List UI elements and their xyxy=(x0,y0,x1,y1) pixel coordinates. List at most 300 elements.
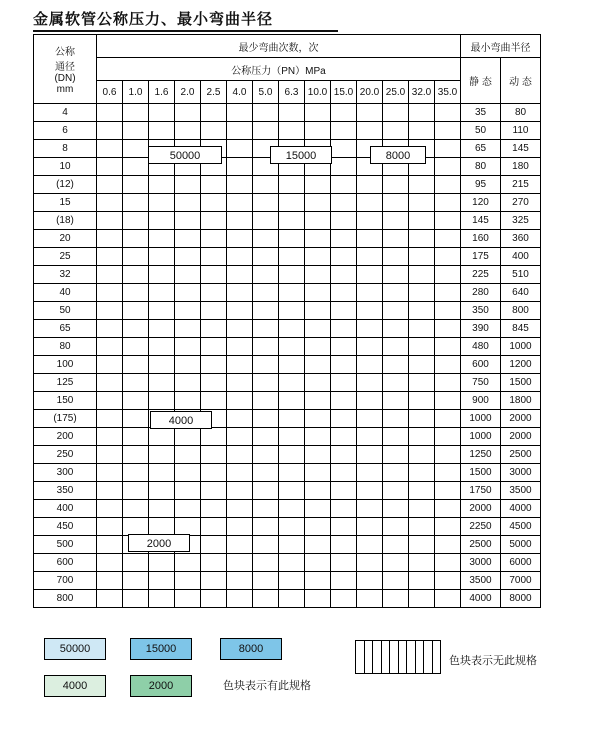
cell-r3-c1 xyxy=(123,158,149,176)
legend-box-4000: 4000 xyxy=(44,675,106,697)
specification-table xyxy=(33,34,541,608)
radius-static-value: 225 xyxy=(461,266,501,284)
radius-static-value: 120 xyxy=(461,194,501,212)
cell-r11-c1 xyxy=(123,302,149,320)
cell-r17-c7 xyxy=(279,410,305,428)
cell-r19-c13 xyxy=(435,446,461,464)
cell-r20-c12 xyxy=(409,464,435,482)
cell-r6-c8 xyxy=(305,212,331,230)
cell-r12-c0 xyxy=(97,320,123,338)
radius-dynamic-value: 6000 xyxy=(501,554,541,572)
cell-r9-c11 xyxy=(383,266,409,284)
cell-r24-c7 xyxy=(279,536,305,554)
cell-r4-c1 xyxy=(123,176,149,194)
cell-r25-c2 xyxy=(149,554,175,572)
cell-r10-c6 xyxy=(253,284,279,302)
cell-r6-c6 xyxy=(253,212,279,230)
cell-r17-c0 xyxy=(97,410,123,428)
table-row xyxy=(34,482,541,500)
radius-static-value: 3000 xyxy=(461,554,501,572)
cell-r23-c0 xyxy=(97,518,123,536)
row-label-dn: 125 xyxy=(34,374,97,392)
cell-r0-c7 xyxy=(279,104,305,122)
cell-r14-c11 xyxy=(383,356,409,374)
cell-r1-c12 xyxy=(409,122,435,140)
cell-r2-c5 xyxy=(227,140,253,158)
cell-r4-c9 xyxy=(331,176,357,194)
cell-r4-c12 xyxy=(409,176,435,194)
cell-r23-c9 xyxy=(331,518,357,536)
cell-r16-c13 xyxy=(435,392,461,410)
cell-r11-c11 xyxy=(383,302,409,320)
header-row-2 xyxy=(34,58,541,81)
cell-r4-c6 xyxy=(253,176,279,194)
cell-r8-c1 xyxy=(123,248,149,266)
cell-r27-c4 xyxy=(201,590,227,608)
cell-r7-c3 xyxy=(175,230,201,248)
cell-r6-c0 xyxy=(97,212,123,230)
row-label-dn: 32 xyxy=(34,266,97,284)
cell-r22-c5 xyxy=(227,500,253,518)
radius-dynamic-value: 7000 xyxy=(501,572,541,590)
cell-r4-c0 xyxy=(97,176,123,194)
cell-r12-c9 xyxy=(331,320,357,338)
cell-r12-c11 xyxy=(383,320,409,338)
cell-r19-c10 xyxy=(357,446,383,464)
table-row xyxy=(34,176,541,194)
cell-r25-c4 xyxy=(201,554,227,572)
cell-r25-c12 xyxy=(409,554,435,572)
cell-r27-c3 xyxy=(175,590,201,608)
cell-r3-c9 xyxy=(331,158,357,176)
row-label-dn: 15 xyxy=(34,194,97,212)
pressure-header-5: 4.0 xyxy=(227,81,253,104)
cell-r18-c1 xyxy=(123,428,149,446)
radius-dynamic-value: 110 xyxy=(501,122,541,140)
cell-r5-c0 xyxy=(97,194,123,212)
table-row xyxy=(34,302,541,320)
table-head xyxy=(34,35,541,104)
cell-r26-c11 xyxy=(383,572,409,590)
radius-static-value: 160 xyxy=(461,230,501,248)
dn-header-line-3: (DN) xyxy=(54,73,76,84)
cell-r16-c4 xyxy=(201,392,227,410)
pressure-header-0: 0.6 xyxy=(97,81,123,104)
cell-r13-c6 xyxy=(253,338,279,356)
cell-r16-c5 xyxy=(227,392,253,410)
cell-r1-c13 xyxy=(435,122,461,140)
cell-r4-c11 xyxy=(383,176,409,194)
cell-r5-c5 xyxy=(227,194,253,212)
radius-dynamic-value: 2000 xyxy=(501,428,541,446)
cell-r6-c10 xyxy=(357,212,383,230)
table-row xyxy=(34,230,541,248)
cell-r23-c4 xyxy=(201,518,227,536)
row-label-dn: 800 xyxy=(34,590,97,608)
cell-r15-c7 xyxy=(279,374,305,392)
cell-r15-c10 xyxy=(357,374,383,392)
cell-r22-c6 xyxy=(253,500,279,518)
cell-r11-c0 xyxy=(97,302,123,320)
cell-r15-c9 xyxy=(331,374,357,392)
cell-r1-c5 xyxy=(227,122,253,140)
radius-static-value: 900 xyxy=(461,392,501,410)
cell-r11-c6 xyxy=(253,302,279,320)
table-row xyxy=(34,374,541,392)
cell-r16-c12 xyxy=(409,392,435,410)
cell-r27-c12 xyxy=(409,590,435,608)
cell-r20-c11 xyxy=(383,464,409,482)
cell-r25-c5 xyxy=(227,554,253,572)
row-label-dn: 4 xyxy=(34,104,97,122)
cell-r11-c2 xyxy=(149,302,175,320)
table-row xyxy=(34,320,541,338)
cell-r1-c6 xyxy=(253,122,279,140)
cell-r10-c7 xyxy=(279,284,305,302)
cell-r4-c7 xyxy=(279,176,305,194)
radius-static-value: 1000 xyxy=(461,428,501,446)
radius-dynamic-value: 325 xyxy=(501,212,541,230)
cell-r6-c1 xyxy=(123,212,149,230)
radius-dynamic-value: 2500 xyxy=(501,446,541,464)
radius-static-value: 50 xyxy=(461,122,501,140)
cell-r11-c5 xyxy=(227,302,253,320)
cell-r9-c13 xyxy=(435,266,461,284)
cell-r14-c2 xyxy=(149,356,175,374)
table-row xyxy=(34,392,541,410)
cell-r18-c6 xyxy=(253,428,279,446)
radius-dynamic-value: 80 xyxy=(501,104,541,122)
page-title: 金属软管公称压力、最小弯曲半径 xyxy=(33,10,274,28)
cell-r5-c3 xyxy=(175,194,201,212)
cell-r6-c12 xyxy=(409,212,435,230)
cell-r21-c4 xyxy=(201,482,227,500)
row-label-dn: (18) xyxy=(34,212,97,230)
cell-r20-c10 xyxy=(357,464,383,482)
cell-r5-c10 xyxy=(357,194,383,212)
cell-r14-c9 xyxy=(331,356,357,374)
dn-header-line-1: 公称 xyxy=(55,47,75,58)
cell-r19-c7 xyxy=(279,446,305,464)
table-row xyxy=(34,122,541,140)
radius-static-value: 750 xyxy=(461,374,501,392)
cell-r13-c0 xyxy=(97,338,123,356)
cell-r24-c11 xyxy=(383,536,409,554)
cell-r10-c2 xyxy=(149,284,175,302)
cell-r22-c9 xyxy=(331,500,357,518)
cell-r17-c1 xyxy=(123,410,149,428)
cell-r7-c2 xyxy=(149,230,175,248)
cell-r25-c6 xyxy=(253,554,279,572)
cell-r19-c3 xyxy=(175,446,201,464)
callout-50000: 50000 xyxy=(148,146,222,164)
table-row xyxy=(34,536,541,554)
row-label-dn: 80 xyxy=(34,338,97,356)
cell-r20-c1 xyxy=(123,464,149,482)
cell-r23-c1 xyxy=(123,518,149,536)
cell-r10-c5 xyxy=(227,284,253,302)
cell-r11-c3 xyxy=(175,302,201,320)
cell-r6-c7 xyxy=(279,212,305,230)
cell-r26-c6 xyxy=(253,572,279,590)
cell-r27-c11 xyxy=(383,590,409,608)
cell-r23-c11 xyxy=(383,518,409,536)
cell-r4-c2 xyxy=(149,176,175,194)
cell-r8-c8 xyxy=(305,248,331,266)
cell-r17-c8 xyxy=(305,410,331,428)
table-row xyxy=(34,284,541,302)
cell-r1-c10 xyxy=(357,122,383,140)
cell-r22-c13 xyxy=(435,500,461,518)
cell-r23-c2 xyxy=(149,518,175,536)
row-label-dn: 500 xyxy=(34,536,97,554)
cell-r23-c8 xyxy=(305,518,331,536)
radius-static-value: 1000 xyxy=(461,410,501,428)
cell-r11-c13 xyxy=(435,302,461,320)
cell-r15-c6 xyxy=(253,374,279,392)
cell-r10-c3 xyxy=(175,284,201,302)
radius-dynamic-value: 4000 xyxy=(501,500,541,518)
callout-8000: 8000 xyxy=(370,146,426,164)
cell-r24-c4 xyxy=(201,536,227,554)
cell-r27-c2 xyxy=(149,590,175,608)
cell-r9-c4 xyxy=(201,266,227,284)
radius-static-value: 280 xyxy=(461,284,501,302)
cell-r23-c6 xyxy=(253,518,279,536)
cell-r18-c13 xyxy=(435,428,461,446)
cell-r22-c3 xyxy=(175,500,201,518)
cell-r10-c0 xyxy=(97,284,123,302)
cell-r1-c8 xyxy=(305,122,331,140)
cell-r20-c8 xyxy=(305,464,331,482)
cell-r8-c11 xyxy=(383,248,409,266)
radius-dynamic-value: 4500 xyxy=(501,518,541,536)
cell-r17-c12 xyxy=(409,410,435,428)
cell-r20-c2 xyxy=(149,464,175,482)
cell-r26-c4 xyxy=(201,572,227,590)
legend xyxy=(33,634,567,714)
cell-r10-c8 xyxy=(305,284,331,302)
cell-r7-c0 xyxy=(97,230,123,248)
radius-static-value: 480 xyxy=(461,338,501,356)
cell-r16-c2 xyxy=(149,392,175,410)
cell-r5-c2 xyxy=(149,194,175,212)
cell-r27-c5 xyxy=(227,590,253,608)
cell-r2-c9 xyxy=(331,140,357,158)
cell-r23-c7 xyxy=(279,518,305,536)
cell-r22-c0 xyxy=(97,500,123,518)
cell-r24-c12 xyxy=(409,536,435,554)
cell-r8-c13 xyxy=(435,248,461,266)
radius-dynamic-value: 3000 xyxy=(501,464,541,482)
cell-r1-c9 xyxy=(331,122,357,140)
cell-r9-c12 xyxy=(409,266,435,284)
cell-r5-c13 xyxy=(435,194,461,212)
cell-r7-c11 xyxy=(383,230,409,248)
row-label-dn: 10 xyxy=(34,158,97,176)
cell-r0-c10 xyxy=(357,104,383,122)
cell-r16-c9 xyxy=(331,392,357,410)
radius-static-value: 390 xyxy=(461,320,501,338)
cell-r26-c9 xyxy=(331,572,357,590)
cell-r17-c10 xyxy=(357,410,383,428)
cell-r24-c5 xyxy=(227,536,253,554)
radius-static-header: 静 态 xyxy=(461,58,501,104)
cell-r1-c4 xyxy=(201,122,227,140)
cell-r26-c7 xyxy=(279,572,305,590)
cell-r24-c13 xyxy=(435,536,461,554)
row-label-dn: 20 xyxy=(34,230,97,248)
cell-r0-c13 xyxy=(435,104,461,122)
cell-r16-c10 xyxy=(357,392,383,410)
cell-r21-c2 xyxy=(149,482,175,500)
cell-r14-c3 xyxy=(175,356,201,374)
cell-r21-c5 xyxy=(227,482,253,500)
cell-r15-c2 xyxy=(149,374,175,392)
cell-r22-c8 xyxy=(305,500,331,518)
radius-dynamic-value: 510 xyxy=(501,266,541,284)
radius-dynamic-value: 1000 xyxy=(501,338,541,356)
cell-r14-c4 xyxy=(201,356,227,374)
table-row xyxy=(34,518,541,536)
cell-r9-c8 xyxy=(305,266,331,284)
legend-note-hatch: 色块表示无此规格 xyxy=(449,655,537,667)
cell-r15-c3 xyxy=(175,374,201,392)
legend-box-2000: 2000 xyxy=(130,675,192,697)
cell-r8-c3 xyxy=(175,248,201,266)
cell-r12-c5 xyxy=(227,320,253,338)
table-row xyxy=(34,248,541,266)
cell-r8-c9 xyxy=(331,248,357,266)
cell-r0-c1 xyxy=(123,104,149,122)
cell-r10-c10 xyxy=(357,284,383,302)
row-label-dn: 25 xyxy=(34,248,97,266)
radius-static-value: 145 xyxy=(461,212,501,230)
cell-r17-c5 xyxy=(227,410,253,428)
radius-dynamic-value: 845 xyxy=(501,320,541,338)
cell-r18-c12 xyxy=(409,428,435,446)
cell-r3-c5 xyxy=(227,158,253,176)
cell-r16-c8 xyxy=(305,392,331,410)
cell-r25-c0 xyxy=(97,554,123,572)
cell-r4-c10 xyxy=(357,176,383,194)
cell-r13-c11 xyxy=(383,338,409,356)
cell-r24-c6 xyxy=(253,536,279,554)
cell-r8-c7 xyxy=(279,248,305,266)
cell-r5-c12 xyxy=(409,194,435,212)
cell-r21-c10 xyxy=(357,482,383,500)
cell-r5-c1 xyxy=(123,194,149,212)
pressure-header-7: 6.3 xyxy=(279,81,305,104)
cell-r7-c7 xyxy=(279,230,305,248)
cell-r17-c11 xyxy=(383,410,409,428)
cell-r7-c10 xyxy=(357,230,383,248)
cell-r1-c1 xyxy=(123,122,149,140)
cell-r11-c12 xyxy=(409,302,435,320)
table-row xyxy=(34,266,541,284)
row-label-dn: 100 xyxy=(34,356,97,374)
cell-r26-c13 xyxy=(435,572,461,590)
cell-r20-c5 xyxy=(227,464,253,482)
legend-box-8000: 8000 xyxy=(220,638,282,660)
row-label-dn: (175) xyxy=(34,410,97,428)
cell-r27-c8 xyxy=(305,590,331,608)
cell-r21-c8 xyxy=(305,482,331,500)
cell-r25-c8 xyxy=(305,554,331,572)
radius-dynamic-value: 3500 xyxy=(501,482,541,500)
cell-r9-c0 xyxy=(97,266,123,284)
cell-r22-c10 xyxy=(357,500,383,518)
pressure-header-4: 2.5 xyxy=(201,81,227,104)
cell-r21-c12 xyxy=(409,482,435,500)
pressure-header-9: 15.0 xyxy=(331,81,357,104)
cell-r0-c11 xyxy=(383,104,409,122)
radius-static-value: 3500 xyxy=(461,572,501,590)
table-row xyxy=(34,104,541,122)
table-row xyxy=(34,590,541,608)
cell-r14-c8 xyxy=(305,356,331,374)
cell-r27-c1 xyxy=(123,590,149,608)
cell-r18-c10 xyxy=(357,428,383,446)
cell-r13-c1 xyxy=(123,338,149,356)
radius-dynamic-value: 8000 xyxy=(501,590,541,608)
cell-r20-c7 xyxy=(279,464,305,482)
legend-note-color: 色块表示有此规格 xyxy=(223,680,311,692)
cell-r11-c8 xyxy=(305,302,331,320)
pressure-header-2: 1.6 xyxy=(149,81,175,104)
cell-r23-c5 xyxy=(227,518,253,536)
cell-r5-c7 xyxy=(279,194,305,212)
cell-r27-c0 xyxy=(97,590,123,608)
table-row xyxy=(34,446,541,464)
cell-r9-c10 xyxy=(357,266,383,284)
table-body xyxy=(34,104,541,608)
cell-r21-c1 xyxy=(123,482,149,500)
cell-r12-c6 xyxy=(253,320,279,338)
cell-r9-c1 xyxy=(123,266,149,284)
cell-r13-c12 xyxy=(409,338,435,356)
cell-r25-c9 xyxy=(331,554,357,572)
radius-dynamic-header: 动 态 xyxy=(501,58,541,104)
cell-r23-c10 xyxy=(357,518,383,536)
row-label-dn: 200 xyxy=(34,428,97,446)
row-label-dn: 300 xyxy=(34,464,97,482)
row-label-dn: 65 xyxy=(34,320,97,338)
radius-static-value: 4000 xyxy=(461,590,501,608)
cell-r7-c1 xyxy=(123,230,149,248)
cell-r15-c5 xyxy=(227,374,253,392)
cell-r26-c12 xyxy=(409,572,435,590)
cell-r14-c5 xyxy=(227,356,253,374)
cell-r19-c0 xyxy=(97,446,123,464)
cell-r1-c11 xyxy=(383,122,409,140)
radius-static-value: 80 xyxy=(461,158,501,176)
cell-r6-c2 xyxy=(149,212,175,230)
cell-r11-c9 xyxy=(331,302,357,320)
cell-r8-c10 xyxy=(357,248,383,266)
cell-r8-c6 xyxy=(253,248,279,266)
cell-r27-c7 xyxy=(279,590,305,608)
cell-r0-c0 xyxy=(97,104,123,122)
radius-dynamic-value: 1500 xyxy=(501,374,541,392)
radius-dynamic-value: 1800 xyxy=(501,392,541,410)
cell-r12-c1 xyxy=(123,320,149,338)
cell-r16-c11 xyxy=(383,392,409,410)
cell-r18-c9 xyxy=(331,428,357,446)
radius-dynamic-value: 400 xyxy=(501,248,541,266)
pressure-header-1: 1.0 xyxy=(123,81,149,104)
cell-r20-c13 xyxy=(435,464,461,482)
